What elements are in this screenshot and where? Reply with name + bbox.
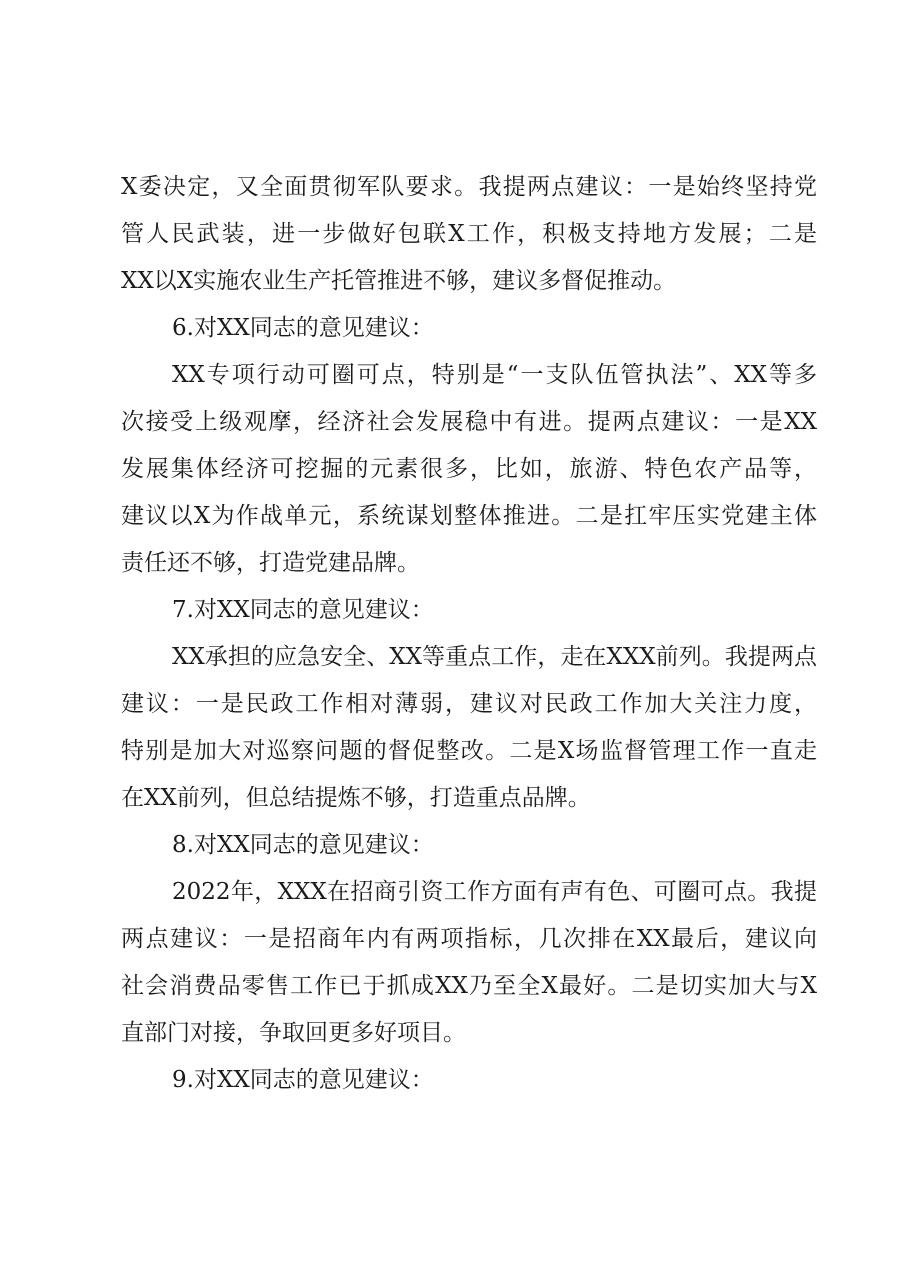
body-line-3: XX以X实施农业生产托管推进不够，建议多督促推动。 [121,268,677,294]
body-line-19: 直部门对接，争取回更多好项目。 [121,1020,466,1046]
body-line-7: 发展集体经济可挖掘的元素很多，比如，旅游、特色农产品等， [121,456,817,482]
body-line-12: 建议：一是民政工作相对薄弱，建议对民政工作加大关注力度， [121,691,817,717]
body-line-9: 责任还不够，打造党建品牌。 [121,550,420,576]
body-line-1: X委决定，又全面贯彻军队要求。我提两点建议：一是始终坚持党 [121,174,817,200]
body-line-17: 两点建议：一是招商年内有两项指标，几次排在XX最后，建议向 [121,926,817,952]
body-line-5: XX专项行动可圈可点，特别是“一支队伍管执法”、XX等多 [172,362,817,388]
section-heading-8: 8.对XX同志的意见建议： [172,832,434,858]
body-line-11: XX承担的应急安全、XX等重点工作，走在XXX前列。我提两点 [172,644,817,670]
body-line-13: 特别是加大对巡察问题的督促整改。二是X场监督管理工作一直走 [121,738,817,764]
body-line-2: 管人民武装，进一步做好包联X工作，积极支持地方发展；二是 [121,221,817,247]
section-heading-7: 7.对XX同志的意见建议： [172,597,434,623]
body-line-14: 在XX前列，但总结提炼不够，打造重点品牌。 [121,785,591,811]
body-line-6: 次接受上级观摩，经济社会发展稳中有进。提两点建议：一是XX [121,409,817,435]
body-line-18: 社会消费品零售工作已于抓成XX乃至全X最好。二是切实加大与X [121,973,817,999]
section-heading-9: 9.对XX同志的意见建议： [172,1067,434,1093]
section-heading-6: 6.对XX同志的意见建议： [172,315,434,341]
body-line-16: 2022年，XXX在招商引资工作方面有声有色、可圈可点。我提 [172,879,817,905]
body-line-8: 建议以X为作战单元，系统谋划整体推进。二是扛牢压实党建主体 [121,503,817,529]
